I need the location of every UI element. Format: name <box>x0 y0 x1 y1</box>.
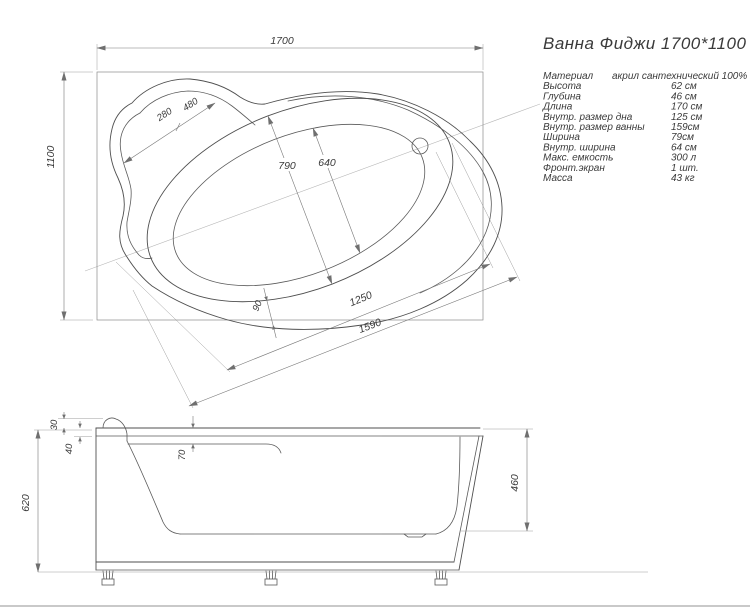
spec-label: Высота <box>543 81 582 93</box>
spec-value: 159см <box>671 122 700 133</box>
dim-label-460: 460 <box>509 474 521 492</box>
inner-wall-right <box>436 437 460 534</box>
spec-value: 125 см <box>671 111 703 123</box>
apron-slant-outer <box>459 436 483 570</box>
spec-label: Внутр. размер ванны <box>543 122 645 133</box>
spec-value: 170 см <box>671 101 703 113</box>
dim-label-480: 480 <box>180 95 201 114</box>
spec-value: 79см <box>671 132 694 144</box>
dim-arrow <box>191 444 195 448</box>
dim-label-1700: 1700 <box>270 35 294 47</box>
dim-label-70: 70 <box>177 449 188 461</box>
tub-mid-rim <box>288 96 491 293</box>
ext-line <box>452 143 520 281</box>
spec-value: 1 шт. <box>671 162 699 174</box>
dim-label-90: 90 <box>250 298 265 314</box>
dim-label-620: 620 <box>20 494 32 512</box>
dim-line-90 <box>267 301 273 325</box>
dim-label-1250: 1250 <box>347 289 374 310</box>
top-view-group <box>45 35 540 408</box>
drain-notch <box>404 534 426 537</box>
spec-label: Фронт.экран <box>543 162 605 174</box>
ext-line <box>116 262 230 372</box>
spec-label: Масса <box>543 173 573 184</box>
dim-label-30: 30 <box>49 419 60 431</box>
dim-arrow <box>78 437 82 441</box>
spec-label: Внутр. ширина <box>543 142 616 154</box>
dim-arrow <box>191 424 195 428</box>
ext-line <box>133 290 193 408</box>
page-title: Ванна Фиджи 1700*1100 <box>543 34 747 53</box>
dim-label-1100: 1100 <box>45 145 57 169</box>
inner-ledge-line <box>128 444 281 453</box>
spec-label: Ширина <box>543 132 580 144</box>
side-view-group <box>0 412 750 606</box>
spec-value: 43 кг <box>671 173 695 184</box>
foot-middle <box>265 571 277 585</box>
foot-right <box>435 571 447 585</box>
spec-label: Глубина <box>543 91 581 103</box>
spec-label: Длина <box>543 101 573 113</box>
spec-value: 300 л <box>671 152 697 164</box>
backrest-slope <box>127 441 180 534</box>
spec-value: 64 см <box>671 142 697 154</box>
foot-left <box>102 571 114 585</box>
spec-value: акрил сантехнический 100% <box>612 71 748 82</box>
dim-label-40: 40 <box>64 443 75 455</box>
bowl-floor <box>151 92 448 317</box>
foot-base <box>265 579 277 585</box>
ext-line <box>436 152 493 268</box>
specs-table <box>542 71 747 184</box>
dim-arrow <box>272 325 276 330</box>
headrest-bump <box>103 418 127 441</box>
dim-line-1250 <box>227 264 490 370</box>
spec-label: Макс. емкость <box>543 152 614 164</box>
foot-base <box>435 579 447 585</box>
spec-label: Материал <box>543 71 594 82</box>
spec-value: 46 см <box>671 91 697 103</box>
axis-centerline <box>85 104 540 271</box>
dim-label-790: 790 <box>278 160 296 172</box>
spec-label: Внутр. размер дна <box>543 111 633 123</box>
dim-label-640: 640 <box>318 157 336 169</box>
dim-label-280: 280 <box>154 105 175 124</box>
dim-label-1590: 1590 <box>356 316 383 336</box>
foot-base <box>102 579 114 585</box>
dim-line-640 <box>313 128 360 253</box>
spec-value: 62 см <box>671 81 697 93</box>
dim-tick <box>176 123 180 131</box>
dim-arrow <box>78 424 82 428</box>
